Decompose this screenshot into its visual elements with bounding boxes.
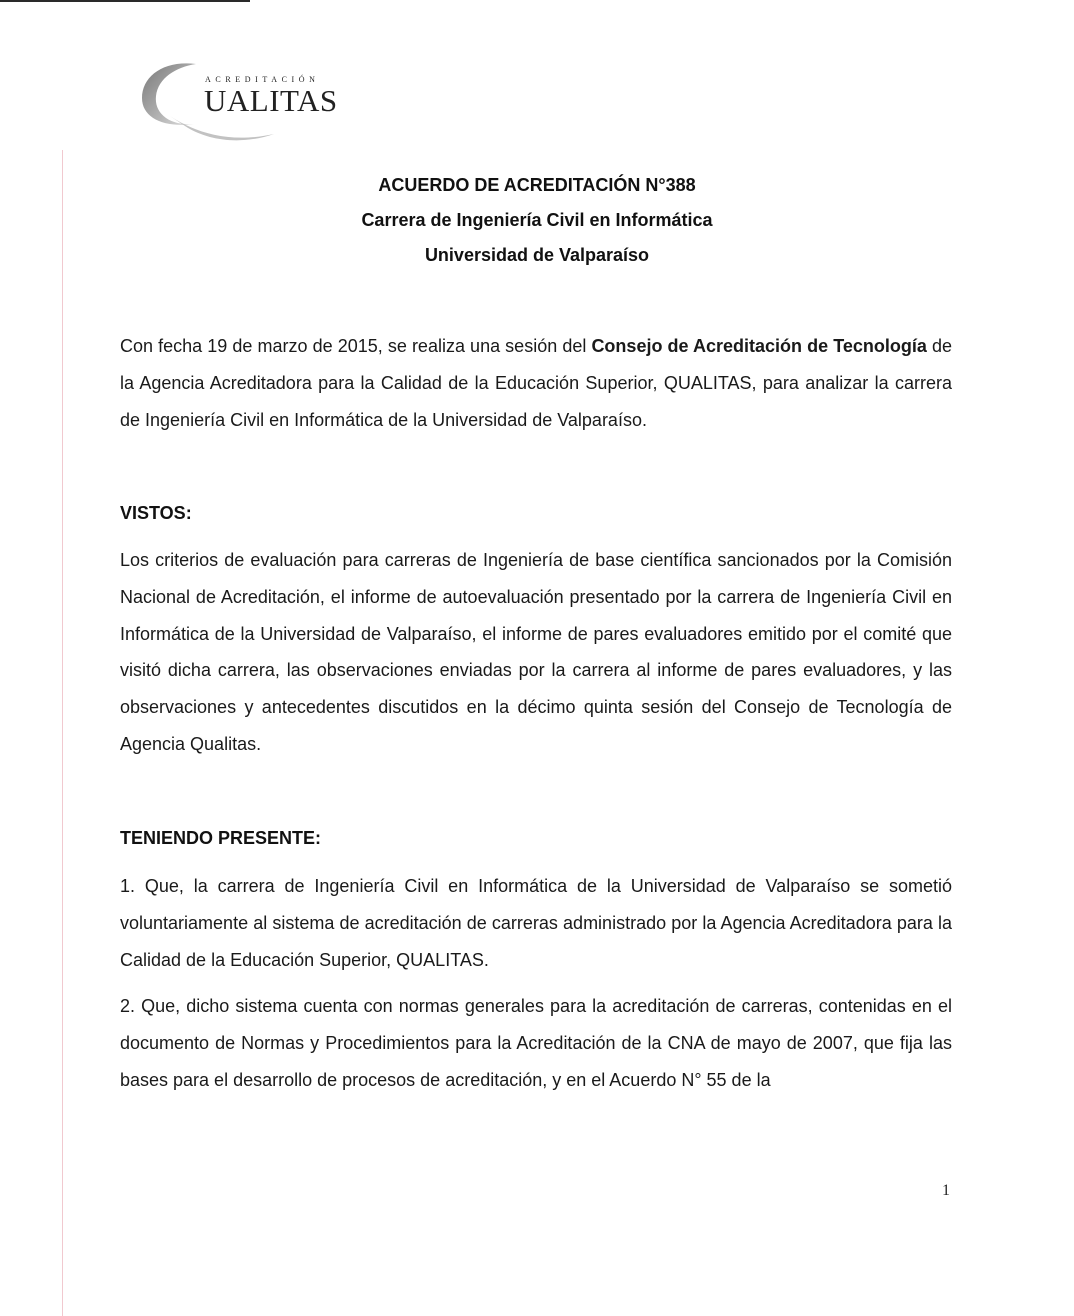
intro-paragraph: [120, 328, 952, 438]
university-title: Universidad de Valparaíso: [424, 245, 650, 265]
teniendo-item-2: 2. Que, dicho sistema cuenta con normas generales para la acreditación de carreras, contenidas en el documento de Normas y Procedimientos para la Acreditación de la CNA de mayo de 2007, que fija las bases para el desarrollo de procesos de acreditación, y en el Acuerdo N° 55 de la: [120, 996, 952, 1090]
intro-text-part1: Con fecha 19 de marzo de 2015, se realiza una sesión del: [120, 336, 592, 356]
intro-text-part2: de la Agencia Acreditadora para la Calidad de la Educación Superior, QUALITAS, para analizar la carrera de Ingeniería Civil en Informática de la Universidad de Valparaíso.: [120, 336, 952, 430]
program-title: Carrera de Ingeniería Civil en Informática: [361, 210, 713, 230]
agreement-title: ACUERDO DE ACREDITACIÓN N°388: [378, 175, 696, 195]
qualitas-logo: [134, 58, 338, 150]
vistos-paragraph: Los criterios de evaluación para carreras de Ingeniería de base científica sancionados por la Comisión Nacional de Acreditación, el informe de autoevaluación presentado por la carrera de Ingeniería Civil en Informática de la Universidad de Valparaíso, el informe de pares evaluadores emitido por el comité que visitó dicha carrera, las observaciones enviadas por la carrera al informe de pares evaluadores, y las observaciones y antecedentes discutidos en la décimo quinta sesión del Consejo de Tecnología de Agencia Qualitas.: [120, 550, 952, 754]
intro-bold-council: Consejo de Acreditación de Tecnología: [591, 336, 927, 356]
teniendo-heading: TENIENDO PRESENTE:: [120, 828, 322, 848]
logo-small-text: ACREDITACIÓN: [205, 75, 320, 84]
scan-edge-line: [0, 0, 250, 2]
document-title-block: [0, 168, 1074, 273]
logo-main-text: UALITAS: [204, 83, 338, 118]
margin-line: [62, 150, 63, 1316]
vistos-heading: VISTOS:: [120, 503, 192, 523]
page-number: 1: [942, 1182, 950, 1199]
teniendo-item-1: 1. Que, la carrera de Ingeniería Civil en Informática de la Universidad de Valparaíso se sometió voluntariamente al sistema de acreditación de carreras administrado por la Agencia Acreditadora para la Calidad de la Educación Superior, QUALITAS.: [120, 876, 952, 970]
